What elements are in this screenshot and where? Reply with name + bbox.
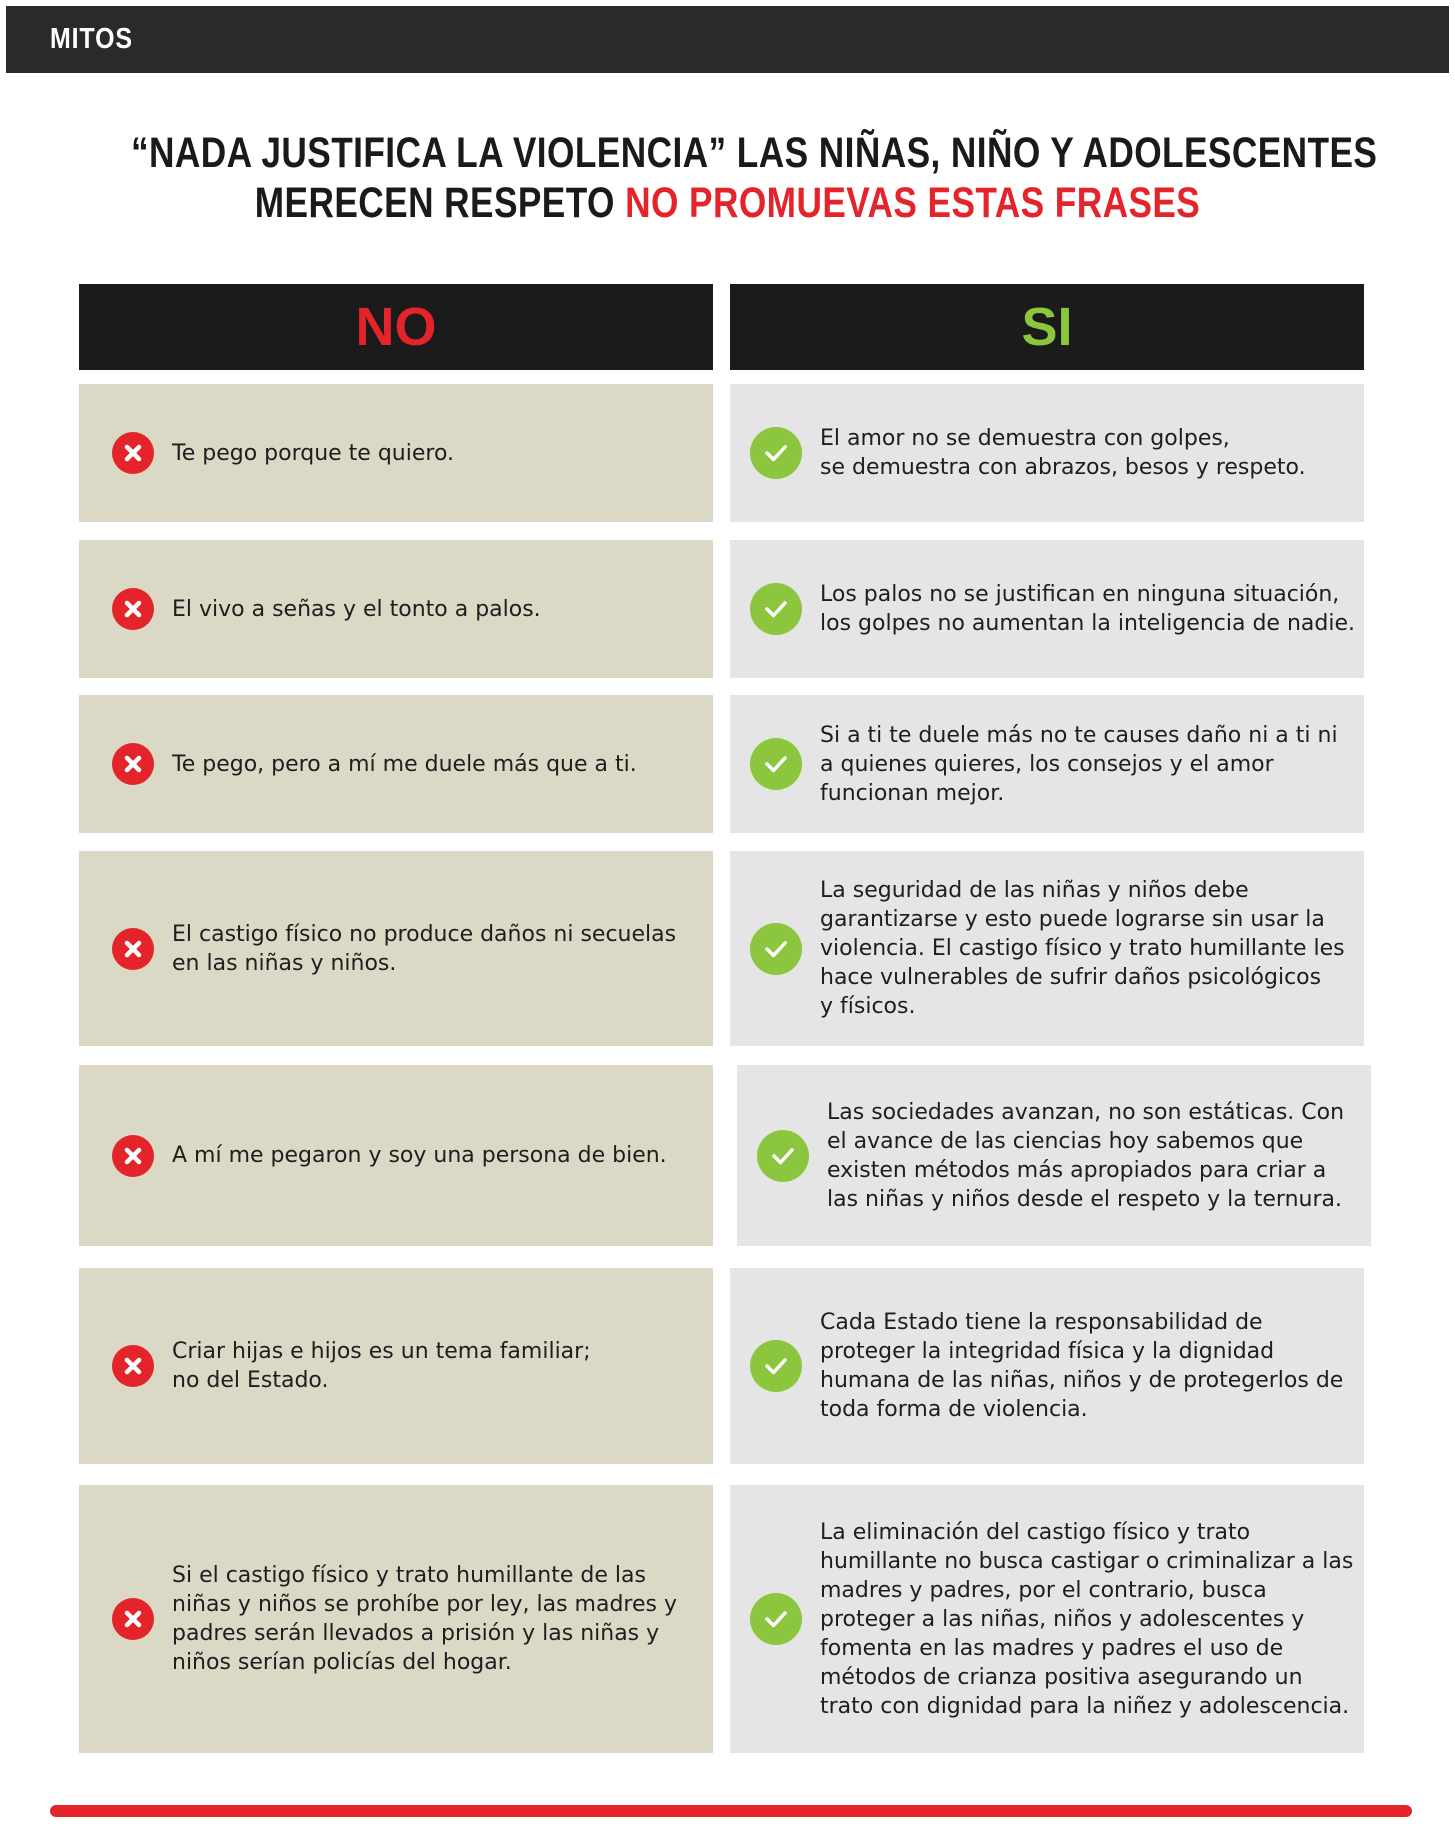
bottom-brush-stroke	[50, 1805, 1412, 1817]
fact-text: La eliminación del castigo físico y trato humillante no busca castigar o criminalizar a las madres y padres, por el contrario, busca proteger a las niñas, niños y adolescentes y fomenta en las madres y padres el uso de métodos de crianza positiva asegurando un trato con dignidad para la niñez y adolescencia.	[820, 1519, 1354, 1719]
check-circle-icon	[757, 1130, 809, 1182]
fact-text: Las sociedades avanzan, no son estáticas. Con el avance de las ciencias hoy sabemos que existen métodos más apropiados para criar a las niñas y niños desde el respeto y la ternura.	[827, 1099, 1345, 1212]
x-circle-icon	[112, 588, 154, 630]
myth-text: Te pego porque te quiero.	[172, 440, 455, 466]
myth-row-7	[79, 1485, 713, 1753]
myth-row-5	[79, 1065, 713, 1246]
fact-row-6	[730, 1268, 1364, 1464]
fact-text: Si a ti te duele más no te causes daño ni a ti ni a quienes quieres, los consejos y el amor funcionan mejor.	[820, 722, 1338, 806]
myth-row-2	[79, 540, 713, 678]
myth-text: A mí me pegaron y soy una persona de bien.	[172, 1143, 667, 1168]
myth-text: El vivo a señas y el tonto a palos.	[172, 596, 541, 622]
fact-row-5	[737, 1065, 1371, 1246]
fact-row-7	[730, 1485, 1364, 1753]
myth-row-6	[79, 1268, 713, 1464]
check-circle-icon	[750, 923, 802, 975]
x-circle-icon	[112, 1135, 154, 1177]
fact-row-1	[730, 384, 1364, 522]
headline-line-1: “NADA JUSTIFICA LA VIOLENCIA” LAS NIÑAS, NIÑO Y ADOLESCENTES	[130, 129, 1378, 177]
x-circle-icon	[112, 743, 154, 785]
column-header-no: NO	[79, 284, 713, 370]
myth-row-1	[79, 384, 713, 522]
fact-text: Cada Estado tiene la responsabilidad de proteger la integridad física y la dignidad humana de las niñas, niños y de protegerlos de toda forma de violencia.	[820, 1310, 1344, 1422]
fact-row-2	[730, 540, 1364, 678]
myth-text: Si el castigo físico y trato humillante de las niñas y niños se prohíbe por ley, las madres y padres serán llevados a prisión y las niñas y niños serían policías del hogar.	[172, 1563, 678, 1675]
check-circle-icon	[750, 1340, 802, 1392]
fact-row-4	[730, 851, 1364, 1046]
fact-text: Los palos no se justifican en ninguna situación, los golpes no aumentan la inteligencia de nadie.	[820, 582, 1355, 636]
myth-text: Criar hijas e hijos es un tema familiar; no del Estado.	[172, 1339, 591, 1393]
myth-row-3	[79, 695, 713, 833]
section-header-bar	[6, 6, 1449, 73]
check-circle-icon	[750, 583, 802, 635]
check-circle-icon	[750, 427, 802, 479]
x-circle-icon	[112, 432, 154, 474]
fact-text: La seguridad de las niñas y niños debe garantizarse y esto puede lograrse sin usar la violencia. El castigo físico y trato humillante les hace vulnerables de sufrir daños psicológicos y físicos.	[820, 878, 1345, 1019]
column-header-si: SI	[730, 284, 1364, 370]
headline-line-2	[131, 178, 1324, 228]
check-circle-icon	[750, 738, 802, 790]
myth-text: Te pego, pero a mí me duele más que a ti.	[172, 751, 637, 777]
x-circle-icon	[112, 1598, 154, 1640]
myth-row-4	[79, 851, 713, 1046]
myth-text: El castigo físico no produce daños ni secuelas en las niñas y niños.	[172, 921, 677, 976]
x-circle-icon	[112, 1345, 154, 1387]
x-circle-icon	[112, 928, 154, 970]
headline	[0, 128, 1455, 228]
fact-row-3	[730, 695, 1364, 833]
headline-line-2-black: MERECEN RESPETO	[254, 179, 626, 227]
section-label: MITOS	[50, 23, 133, 55]
fact-text: El amor no se demuestra con golpes, se demuestra con abrazos, besos y respeto.	[820, 426, 1306, 480]
check-circle-icon	[750, 1593, 802, 1645]
headline-line-2-red: NO PROMUEVAS ESTAS FRASES	[625, 179, 1201, 227]
